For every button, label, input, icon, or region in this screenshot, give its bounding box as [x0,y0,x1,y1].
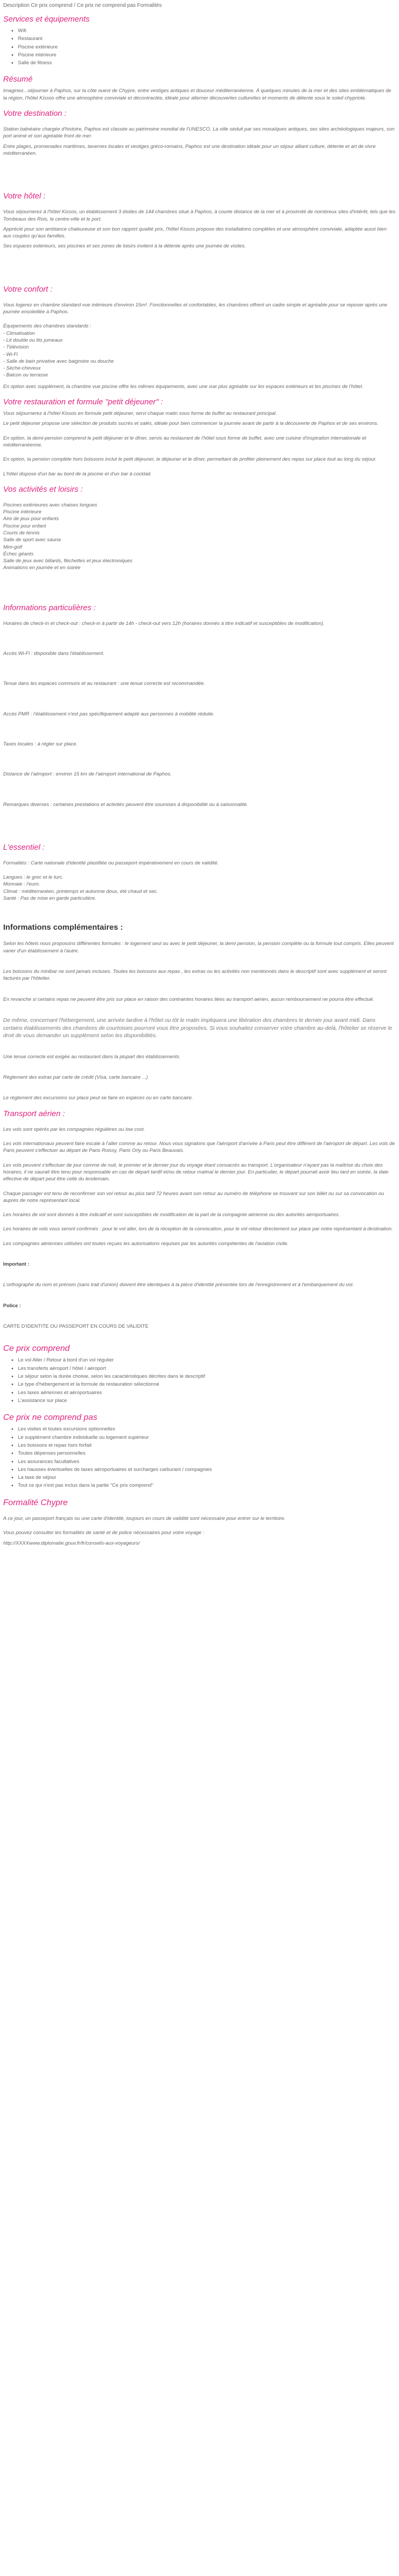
activite-line: Aire de jeux pour enfants [3,516,59,522]
list-item: • Les transferts aéroport / hôtel / aéroport [18,1365,396,1372]
confort-title: Votre confort : [3,284,53,294]
hotel-text-2: Apprécié pour son ambiance chaleureuse et son bon rapport qualité prix, l'hôtel Kissos propose des installations complètes et une atmosphère conviviale, adaptée aussi bien aux couples qu'aux familles. [3,226,387,240]
transport-text-6: Les horaires de vols vous seront confirmés : pour le vol aller, lors de la réception de la convocation, pour le vol retour directement sur place par notre représentant à destination. [3,1226,393,1232]
complementaires-text-7: Le règlement des excursions sur place peut se faire en espèces ou en carte bancaire. [3,1095,193,1101]
formalite-link[interactable]: http://XXXXwww.diplomatie.gouv.fr/fr/conseils-aux-voyageurs/ [3,1540,140,1546]
list-item: • Tout ce qui n'est pas inclus dans la partie "Ce prix comprend" [18,1482,396,1489]
confort-equip-line: - Lit double ou lits jumeaux [3,337,63,343]
particulieres-text-3: Tenue dans les espaces communs et au restaurant : une tenue correcte est recommandée. [3,681,205,687]
list-item: • Piscine extérieure [18,44,396,51]
transport-text-7: Les compagnies aériennes utilisées ont toutes reçues les autorisations requises par les autorités compétentes de l'aviation civile. [3,1240,289,1247]
transport-text-4: Chaque passager est tenu de reconfirmer son vol retour au plus tard 72 heures avant son retour au numéro de téléphone se trouvant sur son billet ou sur sa convocation ou auprès de notre représentant local. [3,1190,384,1204]
restauration-title: Votre restauration et formule "petit déjeuner" : [3,397,163,407]
list-item: • Le séjour selon la durée choisie, selon les caractéristiques décrites dans le descriptif [18,1373,396,1380]
hotel-title: Votre hôtel : [3,192,46,201]
resume-title: Résumé [3,75,33,84]
essentiel-title: L'essentiel : [3,842,45,852]
particulieres-text-6: Distance de l'aéroport : environ 15 km de l'aéroport international de Paphos. [3,771,172,778]
destination-title: Votre destination : [3,109,67,118]
confort-equip-line: - Wi-Fi [3,351,18,357]
list-item: • L'assistance sur place [18,1397,396,1404]
non-inclus-title: Ce prix ne comprend pas [3,1413,97,1423]
transport-title: Transport aérien : [3,1109,65,1118]
confort-equip-line: - Télévision [3,344,29,351]
transport-text-1: Les vols sont opérés par les compagnies régulières ou low cost. [3,1126,145,1132]
restauration-text-5: L'hôtel dispose d'un bar au bord de la piscine et d'un bar à cocktail. [3,471,152,477]
list-item: • La taxe de séjour [18,1474,396,1481]
particulieres-text-7: Remarques diverses : certaines prestations et activités peuvent être soumises à disponibilité ou à saisonnalité. [3,801,248,808]
confort-equip-line: - Sèche-cheveux [3,365,41,372]
activites-title: Vos activités et loisirs : [3,484,83,494]
list-item: • Toutes dépenses personnelles [18,1450,396,1457]
confort-equip-line: - Balcon ou terrasse [3,372,48,379]
particulieres-text-5: Taxes locales : à régler sur place. [3,741,78,747]
list-item: • Les boissons et repas hors forfait [18,1442,396,1449]
essentiel-line: Climat : méditerranéen, printemps et automne doux, été chaud et sec. [3,888,158,894]
hotel-text-1: Vous séjournerez à l'hôtel Kissos, un établissement 3 étoiles de 144 chambres situé à Paphos, à courte distance de la mer et à proximité de nombreux sites d'intérêt, tels que les Tombeaux des Rois, le centre-ville et le port. [3,209,396,222]
destination-text-1: Station balnéaire chargée d'histoire, Paphos est classée au patrimoine mondial de l'UNESCO. La ville séduit par ses mosaïques antiques, ses sites archéologiques majeurs, son port animé et son agréable front de mer. [3,126,395,140]
restauration-text-3: En option, la demi-pension comprend le petit déjeuner et le dîner, servis au restaurant de l'hôtel sous forme de buffet, avec une cuisine d'inspiration internationale et méditerranéenne. [3,435,366,448]
list-item: • Restaurant [18,35,396,42]
formalite-text-2: Vous pouvez consulter les formalités de santé et de police nécessaires pour votre voyage : [3,1530,204,1536]
essentiel-text-1: Formalités : Carte nationale d'identité plastifiée ou passeport impérativement en cours de validité. [3,860,219,866]
list-item: • Le type d'hébergement et la formule de restauration sélectionné [18,1381,396,1388]
restauration-text-1: Vous séjournerez à l'hôtel Kissos en formule petit déjeuner, servi chaque matin sous forme de buffet au restaurant principal. [3,411,277,417]
description-tabs-title: Description Ce prix comprend / Ce prix ne comprend pas Formalités [3,3,162,8]
inclus-title: Ce prix comprend [3,1344,70,1354]
confort-text-2: En option avec supplément, la chambre vue piscine offre les mêmes équipements, avec une vue plus agréable sur les espaces extérieurs et les piscines de l'hôtel. [3,383,364,390]
particulieres-text-4: Accès PMR : l'établissement n'est pas spécifiquement adapté aux personnes à mobilité réduite. [3,711,215,717]
important-label: Important : [3,1261,29,1268]
confort-text-1: Vous logerez en chambre standard vue intérieure d'environ 15m². Fonctionnelles et confortables, les chambres offrent un cadre simple et agréable pour se reposer après une journée ensoleillée à Paphos. [3,302,387,315]
particulieres-text-1: Horaires de check-in et check-out : check-in à partir de 14h - check-out vers 12h (horaires donnés à titre indicatif et susceptibles de modification). [3,620,325,626]
essentiel-line: Langues : le grec et le turc. [3,874,64,881]
police-label: Police : [3,1302,21,1309]
important-text: L'orthographe du nom et prénom (sans trait d'union) doivent être identiques à la pièce d'identité présentée lors de l'enregistrement et à l'embarquement du vol. [3,1282,354,1288]
activite-line: Piscines extérieures avec chaises longues [3,502,97,508]
complementaires-text-3: En revanche si certains repas ne peuvent être pris sur place en raison des contraintes horaires liées au transport aérien, aucun remboursement ne pourra être effectué. [3,996,374,1002]
list-item: • Les assurances facultatives [18,1458,396,1465]
transport-text-3: Les vols peuvent s'effectuer de jour comme de nuit, le premier et le dernier jour du voyage étant consacrés au transport. L'organisateur n'ayant pas la maîtrise du choix des horaires, il ne saurait être tenu pour responsable en cas de départ tardif et/ou de retour matinal le dernier jour. En particulier, le départ pourrait avoir lieu tard en soirée, la date effective de départ peut être celle du lendemain. [3,1162,389,1182]
restauration-text-4: En option, la pension complète hors boissons inclut le petit déjeuner, le déjeuner et le dîner, permettant de profiter pleinement des repas sur place tout au long du séjour. [3,456,377,463]
confort-equip-line: - Climatisation [3,330,35,336]
complementaires-title: Informations complémentaires : [3,923,123,932]
police-text: CARTE D'IDENTITE OU PASSEPORT EN COURS DE VALIDITE [3,1323,148,1329]
list-item: • Les taxes aériennes et aéroportuaires [18,1389,396,1396]
list-item: • Les visites et toutes excursions optionnelles [18,1426,396,1433]
restauration-text-2: Le petit déjeuner propose une sélection de produits sucrés et salés, idéale pour bien commencer la journée avant de partir à la découverte de Paphos et de ses environs. [3,421,378,427]
destination-text-2: Entre plages, promenades maritimes, tavernes locales et vestiges gréco-romains, Paphos est une destination idéale pour un séjour alliant culture, détente et art de vivre méditerranéen. [3,143,376,156]
complementaires-text-4: De même, concernant l'hébergement, une arrivée tardive à l'hôtel ou tôt le matin impliquera une libération des chambres le dernier jour avant midi. Dans certains établissements des chambres de courtoisies pourront vous être proposées. Si vous souhaitez conserver votre chambre au-delà, l'hôtelier se réserve le droit de vous demander un supplément selon les disponibilités. [3,1017,393,1039]
activite-line: Animations en journée et en soirée [3,565,81,571]
formalite-text-1: A ce jour, un passeport français ou une carte d'identité, toujours en cours de validité sont nécessaire pour entrer sur le territoire. [3,1515,286,1521]
complementaires-text-6: Règlement des extras par carte de crédit (Visa, carte bancaire ...) [3,1075,148,1081]
non-inclus-list [3,1426,396,1489]
transport-text-5: Les horaires de vol sont donnés à titre indicatif et sont susceptibles de modification de la part de la compagnie aérienne ou des autorités aéroportuaires. [3,1212,340,1218]
activite-line: Piscine intérieure [3,509,42,515]
activite-line: Salle de jeux avec billards, fléchettes et jeux électroniques [3,558,133,564]
list-item: • Les hausses éventuelles de taxes aéroportuaires et surcharges carburant / compagnies [18,1466,396,1473]
essentiel-line: Monnaie : l'euro. [3,881,40,888]
activite-line: Échec géants [3,551,34,557]
confort-equip-title: Équipements des chambres standards : [3,323,92,330]
list-item: • Piscine intérieure [18,52,396,58]
activite-line: Piscine pour enfant [3,523,46,529]
transport-text-2: Les vols internationaux peuvent faire escale à l'aller comme au retour. Nous vous signalons que l'aéroport d'arrivée à Paris peut être différent de l'aéroport de départ. Les vols de Paris peuvent s'effectuer au départ de Paris Roissy, Paris Orly ou Paris Beauvais. [3,1141,395,1154]
services-title: Services et équipements [3,15,90,24]
confort-equip-line: - Salle de bain privative avec baignoire ou douche [3,358,114,364]
particulieres-title: Informations particulières : [3,603,96,612]
formalite-title: Formalité Chypre [3,1498,68,1507]
hotel-text-3: Ses espaces extérieurs, ses piscines et ses zones de loisirs invitent à la détente après une journée de visites. [3,243,246,250]
particulieres-text-2: Accès Wi-Fi : disponible dans l'établissement. [3,651,105,657]
complementaires-text-2: Les boissons du minibar ne sont jamais incluses. Toutes les boissons aux repas , les extras ou les activités non mentionnés dans le descriptif sont avec supplément et seront facturés par l'hôtelier. [3,968,387,982]
list-item: • Le supplément chambre individuelle ou logement supérieur [18,1434,396,1441]
activite-line: Courts de tennis [3,530,40,536]
inclus-list [3,1357,396,1404]
activite-line: Mini-golf [3,544,22,550]
list-item: • Salle de fitness [18,59,396,66]
resume-text: Imaginez...séjourner à Paphos, sur la côte ouest de Chypre, entre vestiges antiques et douceur méditerranéenne. À quelques minutes de la mer et des sites emblématiques de la région, l'hôtel Kissos offre une atmosphère conviviale et décontractée, idéale pour alterner découvertes culturelles et moments de détente sous le soleil chypriote. [3,88,392,101]
activite-line: Salle de sport avec sauna [3,537,61,543]
services-list [3,27,396,66]
list-item: • Le vol Aller / Retour à bord d'un vol régulier [18,1357,396,1364]
complementaires-text-5: Une tenue correcte est exigée au restaurant dans la plupart des établissements. [3,1053,181,1060]
list-item: • Wifi [18,27,396,34]
essentiel-line: Santé : Pas de mise en garde particulière. [3,896,96,902]
complementaires-text-1: Selon les hôtels nous proposons différentes formules : le logement seul ou avec le petit déjeuner, la demi pension, la pension complète ou la formule tout compris. Elles peuvent varier d'un établissement à l'autre. [3,941,394,954]
